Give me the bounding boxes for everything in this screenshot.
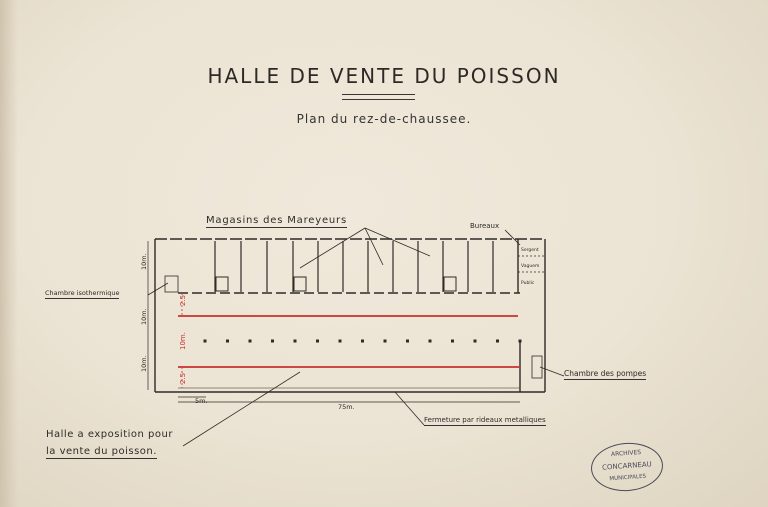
label-chambre-pompes: Chambre des pompes: [564, 369, 647, 378]
leader-magasins: [300, 228, 365, 268]
stamp-line-2: CONCARNEAU: [601, 460, 653, 472]
dim-halle-1: 10m.: [140, 308, 148, 325]
dimension-lines: [148, 241, 520, 402]
label-fermeture: Fermeture par rideaux metalliques: [424, 416, 546, 424]
document-title: HALLE DE VENTE DU POISSON: [207, 64, 561, 88]
column-marker: [384, 340, 387, 343]
dim-halle-2: 10m.: [140, 355, 148, 372]
leader-magasins: [365, 228, 430, 256]
column-marker: [429, 340, 432, 343]
label-halle-line1: Halle a exposition pour: [46, 429, 173, 440]
shop-offices: [216, 277, 456, 291]
red-dimension-3: 2.5: [179, 372, 187, 384]
shop-office: [294, 277, 306, 291]
dim-magasins: 10m.: [140, 253, 148, 270]
column-marker: [294, 340, 297, 343]
document-subtitle: Plan du rez-de-chaussee.: [296, 112, 472, 126]
shop-partitions: [215, 241, 493, 292]
column-marker: [271, 340, 274, 343]
bureaux-rooms: [165, 256, 545, 378]
column-marker: [474, 340, 477, 343]
red-dimension-2: 10m.: [179, 332, 187, 350]
column-marker: [406, 340, 409, 343]
shop-office: [216, 277, 228, 291]
dimension-texts: [140, 253, 355, 411]
label-magasins: Magasins des Mareyeurs: [206, 215, 347, 226]
stamp-line-3: MUNICIPALES: [609, 473, 647, 483]
leader-fermeture: [395, 392, 424, 425]
dim-total: 75m.: [338, 403, 355, 411]
column-marker: [249, 340, 252, 343]
column-marker: [361, 340, 364, 343]
column-marker: [496, 340, 499, 343]
leader-bureaux: [505, 230, 520, 245]
bureaux-room-labels: [521, 247, 539, 286]
column-marker: [316, 340, 319, 343]
dim-bay: 5m.: [195, 397, 208, 405]
column-marker: [226, 340, 229, 343]
red-lines: [178, 293, 520, 388]
bureau-room-1: Sergent: [521, 248, 539, 253]
stamp-line-1: ARCHIVES: [610, 448, 642, 459]
column-marker: [339, 340, 342, 343]
leader-pompes: [540, 367, 564, 376]
column-marker: [519, 340, 522, 343]
column-marker: [451, 340, 454, 343]
column-markers: [204, 340, 522, 343]
leader-lines: [148, 228, 564, 446]
leader-halle: [183, 372, 300, 446]
bureau-room-2: Vaguem: [521, 264, 540, 269]
column-marker: [204, 340, 207, 343]
red-dimensions: [179, 295, 187, 384]
shop-office: [444, 277, 456, 291]
label-halle-line2: la vente du poisson.: [46, 446, 157, 457]
red-dimension-1: 2.5: [179, 294, 187, 306]
label-bureaux: Bureaux: [470, 222, 500, 230]
label-chambre-isothermique: Chambre isothermique: [45, 289, 120, 297]
bureau-room-3: Public: [521, 281, 535, 286]
